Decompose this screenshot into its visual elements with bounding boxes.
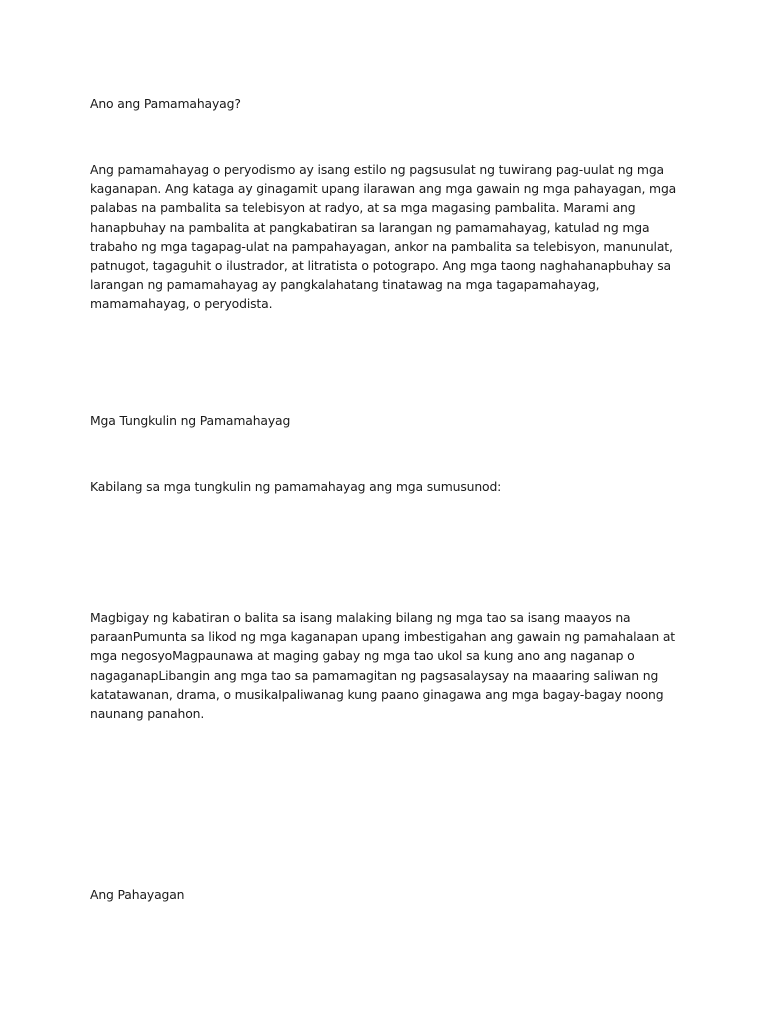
- section-heading-mga-tungkulin: Mga Tungkulin ng Pamamahayag: [90, 413, 291, 428]
- paragraph-definition: Ang pamamahayag o peryodismo ay isang estilo ng pagsusulat ng tuwirang pag-uulat ng mga kaganapan. Ang kataga ay ginagamit upang ilarawan ang mga gawain ng mga pahayagan, mga palabas na pambalita sa telebisyon at radyo, at sa mga magasing pambalita. Marami ang hanapbuhay na pambalita at pangkabatiran sa larangan ng pamamahayag, katulad ng mga trabaho ng mga tagapag-ulat na pampahayagan, ankor na pambalita sa telebisyon, manunulat, patnugot, tagaguhit o ilustrador, at litratista o potograpo. Ang mga taong naghahanapbuhay sa larangan ng pamamahayag ay pangkalahatang tinatawag na mga tagapamahayag, mamamahayag, o peryodista.: [90, 162, 677, 312]
- paragraph-intro-tungkulin: Kabilang sa mga tungkulin ng pamamahayag ang mga sumusunod:: [90, 479, 502, 494]
- section-heading-ang-pahayagan: Ang Pahayagan: [90, 887, 185, 902]
- section-heading-ano-ang-pamamahayag: Ano ang Pamamahayag?: [90, 96, 241, 111]
- paragraph-list-tungkulin: Magbigay ng kabatiran o balita sa isang malaking bilang ng mga tao sa isang maayos na paraanPumunta sa likod ng mga kaganapan upang imbestigahan ang gawain ng pamahalaan at mga negosyoMagpaunawa at maging gabay ng mga tao ukol sa kung ano ang naganap o nagaganapLibangin ang mga tao sa pamamagitan ng pagsasalaysay na maaaring saliwan ng katatawanan, drama, o musikaIpaliwanag kung paano ginagawa ang mga bagay-bagay noong naunang panahon.: [90, 610, 675, 722]
